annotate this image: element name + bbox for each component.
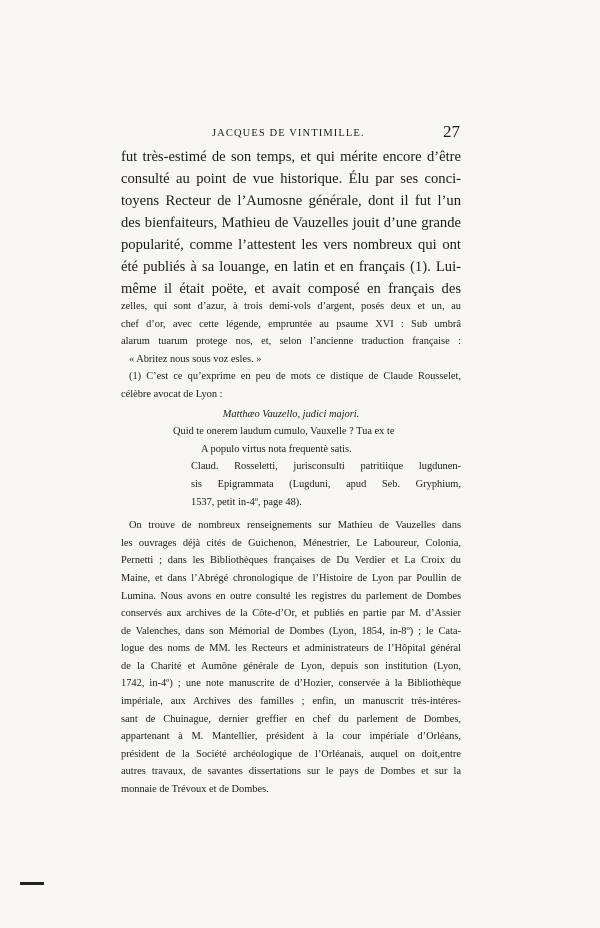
footnote-line: de Valenches, dans son Mémorial de Dombes (Lyon, 1854, in-8º) ; le Cata- [121, 625, 461, 637]
poem-citation [121, 458, 461, 511]
citation-line: 1537, petit in-4º, page 48). [191, 496, 302, 508]
footnotes [121, 298, 461, 799]
footnote-line: zelles, qui sont d’azur, à trois demi-vols d’argent, posés deux et un, au [121, 301, 461, 312]
footnote-line: Lumina. Nous avons en outre consulté les registres du parlement de Dombes [121, 590, 461, 602]
poem-line: A populo virtus nota frequentè satis. [201, 443, 352, 455]
footnote-line: On trouve de nombreux renseignements sur Mathieu de Vauzelles dans [129, 520, 461, 532]
footnote-line: célèbre avocat de Lyon : [121, 388, 223, 400]
body-line: été publiés à sa louange, en latin et en français (1). Lui- [121, 259, 461, 275]
body-line: toyens Recteur de l’Aumosne générale, dont il fut l’un [121, 193, 461, 209]
body-line: consulté au point de vue historique. Élu par ses conci- [121, 171, 461, 187]
body-line: même il était poëte, et avait composé en français des [121, 281, 461, 297]
body-line: des bienfaiteurs, Mathieu de Vauzelles jouit d’une grande [121, 215, 461, 231]
footnote-line: autres travaux, de savantes dissertations sur le pays de Dombes et sur la [121, 766, 461, 778]
footnote-line: chef d’or, avec cette légende, empruntée au psaume XVI : Sub umbrâ [121, 318, 461, 330]
footnote-line: conservés aux archives de la Côte-d’Or, et publiés en partie par M. d’Assier [121, 608, 461, 620]
footnote-line: appartenant à M. Mantellier, président à la cour impériale d’Orléans, [121, 731, 461, 743]
footnote-line: président de la Société archéologique de l’Orléanais, auquel on doit,entre [121, 748, 461, 760]
footnote-line: (1) C’est ce qu’exprime en peu de mots ce distique de Claude Rousselet, [129, 371, 461, 383]
citation-line: sis Epigrammata (Lugduni, apud Seb. Gryphium, [191, 478, 461, 490]
body-paragraph [121, 146, 461, 300]
citation-line: Claud. Rosseletti, jurisconsulti patritiique lugdunen- [191, 461, 461, 473]
footnote-line: Maine, et dans l’Abrégé chronologique de l’Histoire de Lyon par Poullin de [121, 572, 461, 584]
footnote-line: sant de Chuinague, dernier greffier en chef du parlement de Dombes, [121, 713, 461, 725]
body-line: fut très-estimé de son temps, et qui mérite encore d’être [121, 149, 461, 165]
footnote-line: impériale, aux Archives des familles ; enfin, un manuscrit très-intéres- [121, 696, 461, 708]
footnote-line: monnaie de Trévoux et de Dombes. [121, 784, 269, 796]
poem-line: Quid te onerem laudum cumulo, Vauxelle ? Tua ex te [173, 426, 395, 438]
footnote-line: logue des noms de MM. les Recteurs et administrateurs de l’Hôpital général [121, 643, 461, 655]
margin-mark [20, 882, 44, 885]
running-title: JACQUES DE VINTIMILLE. [212, 128, 365, 139]
footnote-line: alarum tuarum protege nos, et, selon l’ancienne traduction française : [121, 336, 461, 348]
footnote-line: les ouvrages déjà cités de Guichenon, Ménestrier, Le Laboureur, Colonia, [121, 537, 461, 549]
body-line: popularité, comme l’attestent les vers nombreux qui ont [121, 237, 461, 253]
footnote-line: Pernetti ; dans les Bibliothèques françaises de Du Verdier et La Croix du [121, 555, 461, 567]
quotation: « Abritez nous sous voz esles. » [129, 353, 262, 365]
poem-dedication: Matthæo Vauzello, judici majori. [222, 408, 360, 420]
footnote-line: 1742, in-4º) ; une note manuscrite de d’Hozier, conservée à la Bibliothèque [121, 678, 461, 690]
page-number: 27 [443, 122, 460, 141]
footnote-line: de la Charité et Aumône générale de Lyon, depuis son institution (Lyon, [121, 660, 461, 672]
page-header [120, 122, 460, 146]
